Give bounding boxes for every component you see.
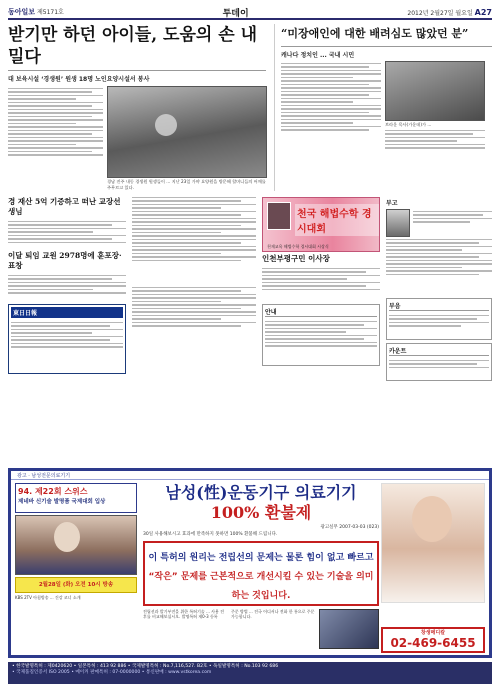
ad-left-panel bbox=[15, 483, 137, 653]
patent-bar-line-1: • 한국발명특허 : 제0420620 • 일본특허 : 413 92 886 • 국제발명특허 : No.7,116,527. B2호 • 독일발명특허 : No.103 92 686 bbox=[12, 664, 279, 669]
ad-broadcast-banner: 2월28일 (화) 오전 10시 방송 bbox=[15, 577, 137, 593]
ad-company-name: 창생메디칼 bbox=[420, 630, 446, 636]
lead-row bbox=[8, 24, 492, 191]
right-top-story bbox=[274, 24, 492, 191]
column-2-body-2 bbox=[132, 285, 256, 345]
ad-phone-box bbox=[381, 627, 485, 653]
ad-model-photo bbox=[381, 483, 485, 603]
medical-device-ad bbox=[8, 468, 492, 658]
company-box-ad bbox=[8, 304, 126, 374]
issue-date: 2012년 2월27일 월요일 bbox=[407, 9, 473, 17]
brand-logo: 동아일보 bbox=[8, 8, 36, 16]
right-top-body bbox=[281, 61, 381, 161]
lead-headline: 받기만 하던 아이들, 도움의 손 내밀다 bbox=[8, 25, 257, 67]
ad-product-image bbox=[319, 609, 379, 649]
story4-headline: 인천부평구민 이사장 bbox=[262, 254, 330, 263]
story2-headline: 경 재산 5억 기증하고 떠난 교장선생님 bbox=[8, 197, 121, 216]
story4-body bbox=[262, 266, 380, 301]
page-number: A27 bbox=[474, 7, 492, 17]
issue-number: 제5171호 bbox=[36, 9, 64, 16]
ad-headline-red: 100% 환불제 bbox=[210, 503, 312, 522]
ad-emphasis-box bbox=[143, 541, 379, 606]
right-top-body-2 bbox=[385, 128, 485, 162]
ad-award-title: 94. 제22회 스위스 bbox=[18, 487, 88, 496]
ad-date: 광고실무 2007-03-03 (023) bbox=[320, 525, 379, 530]
ad-body bbox=[143, 609, 379, 649]
ad-award-subtitle: 제네바 신기술 발명품 국제대회 입상 bbox=[18, 499, 106, 505]
lead-story bbox=[8, 24, 266, 191]
notice-box-2 bbox=[386, 298, 492, 340]
column-4 bbox=[386, 195, 492, 381]
ad-award-header bbox=[15, 483, 137, 513]
notice3-heading: 카운트 bbox=[389, 346, 489, 356]
ad-headline-main: 남성(性)운동기구 의료기기 bbox=[165, 483, 357, 502]
story3-headline: 이달 퇴임 교원 2978명에 훈포장·표창 bbox=[8, 251, 122, 270]
ad-right-panel bbox=[381, 483, 485, 653]
patent-bar bbox=[8, 662, 492, 684]
math-contest-caption: 천재교육 해법수학 경시대회 시상식 bbox=[267, 244, 329, 249]
lead-photo-col bbox=[8, 86, 103, 191]
notice-heading: 안내 bbox=[265, 307, 377, 317]
divider bbox=[8, 70, 266, 71]
patent-bar-line-2: • 국제품질인증서 ISO 2005 • 메이커 판매특허 : 07-0000000 • 통신판매 : www.vstkorea.com bbox=[12, 670, 212, 675]
column-3 bbox=[262, 195, 380, 381]
divider bbox=[281, 46, 492, 47]
math-contest-banner bbox=[262, 197, 380, 252]
ad-topline: 광고 · 남성전문의료기기 bbox=[11, 471, 489, 480]
column-1 bbox=[8, 195, 126, 381]
lead-kicker: 대 보육시설 ‘경생원’ 원생 18명 노인요양시설서 봉사 bbox=[8, 76, 150, 83]
section-title: 투데이 bbox=[222, 8, 249, 19]
contest-photo bbox=[267, 202, 291, 230]
right-top-caption: 브라운 목사(가운데)가 ... bbox=[385, 122, 432, 127]
notice-box-3 bbox=[386, 343, 492, 381]
obituary-photo bbox=[386, 209, 410, 237]
lead-photos bbox=[8, 86, 266, 191]
column-2 bbox=[132, 195, 256, 381]
ad-intro: 30일 사용해보시고 효과에 만족하지 못하면 100% 환불해 드립니다. bbox=[143, 532, 278, 537]
lead-body-text bbox=[8, 86, 103, 178]
ad-body-col-2: 주문 방법 ... 전국 어디서나 전화 한 통으로 주문 가능합니다. bbox=[231, 609, 315, 619]
company-box-ad-title: 東日日報 bbox=[11, 307, 123, 318]
obituary-text bbox=[413, 209, 492, 237]
ad-emphasis-line-1: 이 특허의 원리는 전립선의 문제는 물론 힘이 없고 빠르고 bbox=[148, 553, 374, 563]
right-top-headline: “미장애인에 대한 배려심도 많았던 분” bbox=[281, 27, 469, 40]
story3-body bbox=[8, 273, 126, 301]
ad-body-col-1: 전립선과 발기부전을 위한 특허기술 ... 사용 전후를 비교해보십시오. 발명특허 제0-3 등록 bbox=[143, 609, 224, 619]
ad-phone-number: 02-469-6455 bbox=[390, 636, 476, 650]
math-contest-title: 천국 해법수학 경시대회 bbox=[295, 204, 379, 236]
ad-emphasis-line-2: “작은” 문제를 근본적으로 개선시킬 수 있는 기술을 의미하는 것입니다. bbox=[148, 572, 374, 601]
ad-center-panel bbox=[143, 483, 379, 653]
obituary-heading: 부고 bbox=[386, 200, 398, 207]
notice-box bbox=[262, 304, 380, 366]
notice2-heading: 부음 bbox=[389, 301, 489, 311]
column-2-body bbox=[132, 195, 256, 285]
story-grid bbox=[8, 195, 492, 381]
lead-photo-caption: 경남 진주 내동 경생원 원생들이 ... 지난 23일 가야 요양원을 방문해 할머니들의 어깨를 주무르고 있다. bbox=[107, 179, 266, 190]
masthead bbox=[8, 6, 492, 20]
ad-headline bbox=[143, 483, 379, 523]
column-4-body bbox=[386, 237, 492, 295]
right-top-kicker: 캐나다 정치인 ... 국내 시민 bbox=[281, 52, 355, 59]
ad-left-lines: KBS 2TV 아침방송 ... 건강 코너 소개 bbox=[15, 595, 81, 600]
lead-photo bbox=[107, 86, 267, 178]
ad-inventor-photo bbox=[15, 515, 137, 575]
story2-body bbox=[8, 219, 126, 249]
right-top-photo bbox=[385, 61, 485, 121]
